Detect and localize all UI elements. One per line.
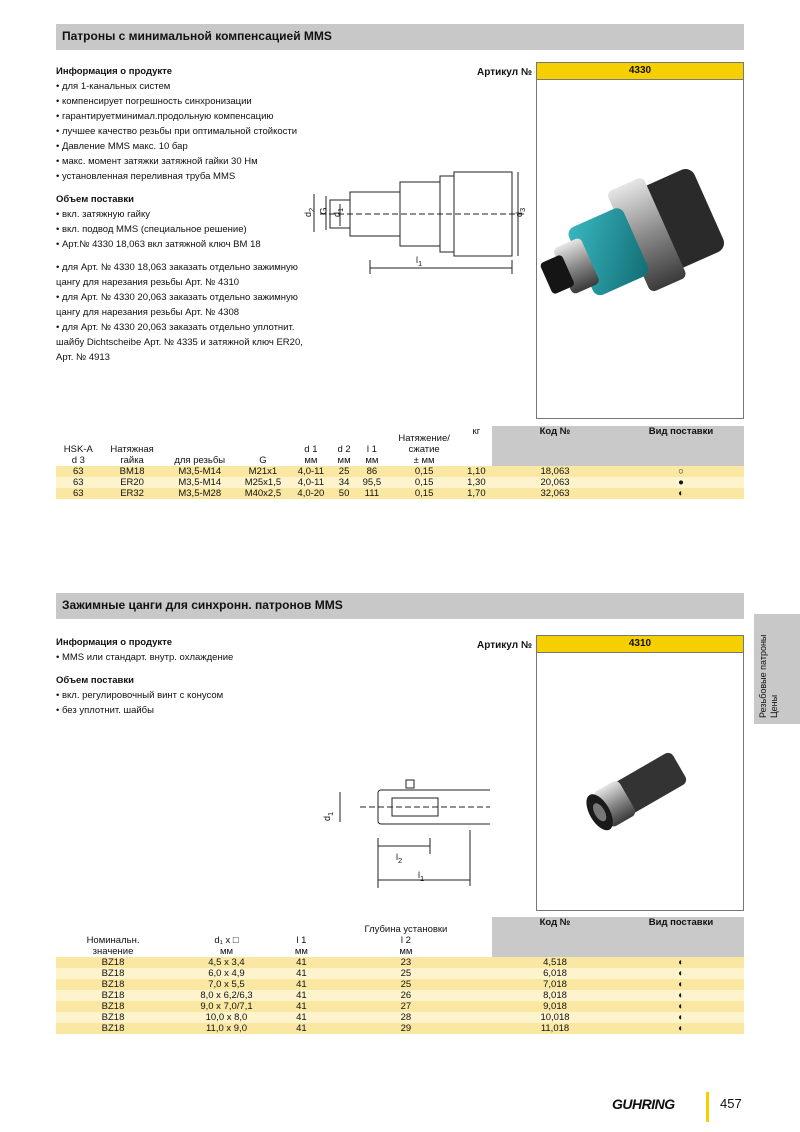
note-item: • для Арт. № 4330 18,063 заказать отдельно зажимную цангу для нарезания резьбы Арт. № 4310 xyxy=(56,260,306,290)
info-item: • гарантируетминимал.продольную компенсацию xyxy=(56,109,316,124)
product-photo-frame xyxy=(536,653,744,911)
g-label: G xyxy=(318,207,329,215)
table-cell: 86 xyxy=(366,466,378,477)
d1-label: $d_1$ xyxy=(322,811,335,821)
table-cell: 41 xyxy=(296,979,307,990)
collet-photo xyxy=(537,653,743,910)
table-cell: 20,063 xyxy=(540,477,570,488)
info-item: • для 1-канальных систем xyxy=(56,79,316,94)
table-cell: 95,5 xyxy=(362,477,382,488)
table-cell: 41 xyxy=(296,957,307,968)
table-cell: 32,063 xyxy=(540,488,570,499)
table-cell: 27 xyxy=(400,1001,412,1012)
section2-title-bar xyxy=(56,593,744,619)
col-header: G xyxy=(259,455,267,466)
table-cell: ◐ xyxy=(678,488,684,499)
table-cell: M25x1,5 xyxy=(244,477,282,488)
table-cell: 41 xyxy=(296,1023,307,1034)
table-cell: 4,0-11 xyxy=(297,466,324,477)
d2-label: $d_2$ xyxy=(303,207,316,217)
table-cell: 1,10 xyxy=(467,466,486,477)
info-item: • компенсирует погрешность синхронизации xyxy=(56,94,316,109)
chuck-table xyxy=(56,426,744,499)
supply-item: • вкл. регулировочный винт с конусом xyxy=(56,688,336,703)
table-cell: ER20 xyxy=(120,477,144,488)
table-cell: ◐ xyxy=(678,957,684,968)
table-cell: 41 xyxy=(296,1012,307,1023)
table-cell: M3,5-M14 xyxy=(178,477,222,488)
section1-title: Патроны с минимальной компенсацией MMS xyxy=(62,29,332,43)
col-header-code: Код № xyxy=(492,426,618,466)
table-cell: 6,0 x 4,9 xyxy=(208,968,245,979)
table-cell: M40x2,5 xyxy=(244,488,282,499)
section2-title: Зажимные цанги для синхронн. патронов MMS xyxy=(62,598,343,612)
table-cell: 0,15 xyxy=(414,466,434,477)
col-header: Глубина установки l 2 мм xyxy=(364,924,448,957)
table-cell: M3,5-M14 xyxy=(178,466,222,477)
info-item: • установленная переливная труба MMS xyxy=(56,169,316,184)
table-cell: M21x1 xyxy=(248,466,278,477)
chuck-photo xyxy=(537,80,743,418)
table-cell: 4,5 x 3,4 xyxy=(208,957,245,968)
table-cell: BZ18 xyxy=(101,1023,125,1034)
table-cell: 8,018 xyxy=(543,990,567,1001)
table-cell: 63 xyxy=(73,466,84,477)
note-item: • для Арт. № 4330 20,063 заказать отдельно уплотнит. шайбу Dichtscheibe Арт. № 4335 и затяжной ключ ER20, Арт. № 4913 xyxy=(56,320,306,365)
supply-item: • вкл. подвод MMS (специальное решение) xyxy=(56,222,316,237)
table-cell: ◐ xyxy=(678,990,684,1001)
table-cell: 10,018 xyxy=(540,1012,570,1023)
col-header: d 1 мм xyxy=(304,444,318,466)
section1-info xyxy=(56,64,316,365)
collet-table xyxy=(56,917,744,1034)
info-heading: Информация о продукте xyxy=(56,66,173,77)
table-cell: ◐ xyxy=(678,1012,684,1023)
col-header: d 2 мм xyxy=(337,444,351,466)
table-cell: 4,0-20 xyxy=(297,488,325,499)
table-cell: M3,5-M28 xyxy=(178,488,222,499)
col-header: для резьбы xyxy=(174,455,226,466)
table-row xyxy=(56,1012,744,1023)
col-header: Натяжная гайка xyxy=(110,444,154,466)
artikul-label: Артикул № xyxy=(477,640,532,651)
col-header: d₁ x □ мм xyxy=(214,935,239,957)
table-cell: 9,018 xyxy=(543,1001,567,1012)
table-cell: 41 xyxy=(296,1001,307,1012)
table-cell: 7,0 x 5,5 xyxy=(208,979,245,990)
table-cell: 63 xyxy=(73,477,84,488)
col-header: Номинальн. значение xyxy=(86,935,140,957)
table-cell: 41 xyxy=(296,968,307,979)
table-cell: BZ18 xyxy=(101,990,125,1001)
table-row xyxy=(56,1001,744,1012)
table-cell: BZ18 xyxy=(101,957,125,968)
col-header-code: Код № xyxy=(492,917,618,957)
table-row xyxy=(56,957,744,968)
col-header: кг xyxy=(472,426,481,437)
table-cell: 63 xyxy=(73,488,84,499)
table-cell: ◐ xyxy=(678,979,684,990)
section1-title-bar xyxy=(56,24,744,50)
table-cell: 11,0 x 9,0 xyxy=(205,1023,247,1034)
table-cell: 25 xyxy=(338,466,350,477)
table-row xyxy=(56,990,744,1001)
table-cell: 10,0 x 8,0 xyxy=(205,1012,248,1023)
info-item: • лучшее качество резьбы при оптимальной стойкости xyxy=(56,124,316,139)
page-number: 457 xyxy=(720,1096,742,1111)
table-cell: ER32 xyxy=(120,488,144,499)
table-cell: ◐ xyxy=(678,1023,684,1034)
table-cell: 4,0-11 xyxy=(297,477,324,488)
table-header-row xyxy=(56,426,744,466)
table-cell: 23 xyxy=(400,957,412,968)
table-cell: 25 xyxy=(400,979,412,990)
table-cell: 28 xyxy=(400,1012,412,1023)
table-cell: 18,063 xyxy=(540,466,570,477)
table-cell: 7,018 xyxy=(543,979,567,990)
side-tab-label: Резьбовые патроны Цены xyxy=(758,634,779,718)
table-cell: 111 xyxy=(364,488,380,499)
collet-drawing xyxy=(320,776,490,892)
info-item: • макс. момент затяжки затяжной гайки 30 Нм xyxy=(56,154,316,169)
table-cell: BZ18 xyxy=(101,979,125,990)
table-cell: 26 xyxy=(400,990,412,1001)
table-cell: 1,70 xyxy=(467,488,486,499)
info-item: • Давление MMS макс. 10 бар xyxy=(56,139,316,154)
section2-info xyxy=(56,635,336,718)
table-row xyxy=(56,979,744,990)
table-cell: 1,30 xyxy=(467,477,486,488)
table-row xyxy=(56,1023,744,1034)
supply-heading: Объем поставки xyxy=(56,675,134,686)
table-cell: 25 xyxy=(400,968,412,979)
col-header-delivery: Вид поставки xyxy=(618,426,744,466)
col-header-delivery: Вид поставки xyxy=(618,917,744,957)
supply-item: • Арт.№ 4330 18,063 вкл затяжной ключ BM 18 xyxy=(56,237,316,252)
table-cell: 6,018 xyxy=(543,968,567,979)
artikul-value: 4310 xyxy=(536,635,744,653)
table-cell: BM18 xyxy=(119,466,145,477)
supply-heading: Объем поставки xyxy=(56,194,134,205)
table-cell: 34 xyxy=(338,477,350,488)
table-cell: 9,0 x 7,0/7,1 xyxy=(200,1001,253,1012)
table-cell: BZ18 xyxy=(101,1012,125,1023)
side-tab[interactable] xyxy=(754,614,800,724)
l2-label: $l_2$ xyxy=(396,852,403,865)
info-heading: Информация о продукте xyxy=(56,637,173,648)
col-header: HSK-A d 3 xyxy=(63,444,93,466)
supply-item: • вкл. затяжную гайку xyxy=(56,207,316,222)
table-cell: 41 xyxy=(296,990,307,1001)
brand-logo: GUHRING xyxy=(612,1096,675,1112)
table-row xyxy=(56,477,744,488)
table-cell: 50 xyxy=(338,488,350,499)
table-cell: 0,15 xyxy=(414,488,434,499)
table-cell: ◐ xyxy=(678,968,684,979)
product-photo-frame xyxy=(536,80,744,419)
d3-label: $d_3$ xyxy=(514,207,527,217)
l1-label: $l_1$ xyxy=(416,255,423,268)
note-item: • для Арт. № 4330 20,063 заказать отдельно зажимную цангу для нарезания резьбы Арт. № 4308 xyxy=(56,290,306,320)
table-row xyxy=(56,968,744,979)
table-row xyxy=(56,466,744,477)
table-header-row xyxy=(56,917,744,957)
table-cell: 0,15 xyxy=(414,477,434,488)
artikul-value: 4330 xyxy=(536,62,744,80)
table-cell: ● xyxy=(678,477,684,488)
table-cell: 29 xyxy=(400,1023,412,1034)
table-cell: ◐ xyxy=(678,1001,684,1012)
table-cell: 11,018 xyxy=(540,1023,570,1034)
col-header: l 1 мм xyxy=(365,444,379,466)
table-cell: BZ18 xyxy=(101,1001,125,1012)
footer-divider xyxy=(706,1092,709,1122)
l1-label: $l_1$ xyxy=(418,870,425,883)
supply-item: • без уплотнит. шайбы xyxy=(56,703,336,718)
col-header: l 1 мм xyxy=(294,935,308,957)
table-cell: BZ18 xyxy=(101,968,125,979)
col-header: Натяжение/ сжатие ± мм xyxy=(398,433,450,466)
table-cell: 4,518 xyxy=(543,957,567,968)
d1-label: $d_1$ xyxy=(332,207,345,217)
artikul-label: Артикул № xyxy=(477,67,532,78)
table-row xyxy=(56,488,744,499)
info-item: • MMS или стандарт. внутр. охлаждение xyxy=(56,650,336,665)
table-cell: 8,0 x 6,2/6,3 xyxy=(200,990,253,1001)
table-cell: ○ xyxy=(678,466,684,477)
